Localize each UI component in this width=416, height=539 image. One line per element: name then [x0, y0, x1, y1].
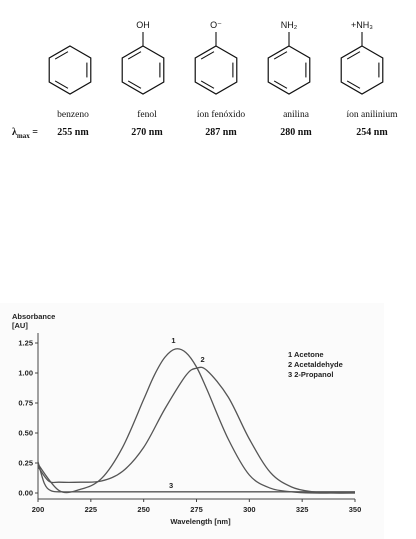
- series-line-2: [38, 367, 355, 493]
- y-axis-label: Absorbance: [12, 312, 56, 321]
- legend-entry: 2 Acetaldehyde: [288, 360, 343, 369]
- molecule-name: íon fenóxido: [196, 110, 246, 120]
- substituent-label: OH: [136, 20, 150, 30]
- substituent-label: NH₂: [280, 20, 298, 30]
- lambda-max-value: 270 nm: [131, 127, 163, 138]
- x-tick-label: 300: [243, 505, 256, 514]
- x-axis-label: Wavelength [nm]: [170, 517, 231, 526]
- absorbance-chart-svg: [0, 303, 384, 539]
- benzene-ring-icon: [40, 18, 100, 100]
- y-tick-label: 1.25: [18, 338, 33, 348]
- molecule-name: anilina: [283, 110, 309, 120]
- y-tick-label: 0.25: [18, 458, 33, 468]
- lambda-max-value: 255 nm: [57, 127, 89, 138]
- molecule-3: [186, 18, 246, 100]
- lambda-max-label: $\lambda_{max}$ =: [12, 127, 38, 140]
- substituent-label: O⁻: [210, 20, 222, 30]
- benzene-ring-icon: [332, 18, 392, 100]
- x-tick-label: 250: [137, 505, 150, 514]
- y-tick-label: 0.00: [18, 488, 33, 498]
- series-number-label: 3: [169, 480, 174, 490]
- series-number-label: 1: [171, 336, 176, 345]
- y-tick-label: 1.00: [18, 368, 33, 378]
- y-axis-unit: [AU]: [12, 321, 28, 330]
- benzene-ring-icon: [259, 18, 319, 100]
- lambda-max-value: 287 nm: [205, 127, 237, 138]
- molecule-1: [40, 18, 100, 100]
- molecule-4: [259, 18, 319, 100]
- x-tick-label: 225: [84, 505, 98, 514]
- x-tick-label: 350: [348, 505, 362, 514]
- legend-entry: 1 Acetone: [288, 350, 324, 359]
- y-tick-label: 0.75: [18, 398, 33, 408]
- series-number-label: 2: [200, 355, 205, 365]
- x-tick-label: 275: [190, 505, 203, 514]
- benzene-ring-icon: [113, 18, 173, 100]
- lambda-max-value: 280 nm: [280, 127, 312, 138]
- x-tick-label: 325: [295, 505, 309, 514]
- molecule-5: [332, 18, 392, 100]
- molecule-name: íon anilinium: [346, 110, 398, 120]
- y-tick-label: 0.50: [18, 428, 33, 438]
- substituent-label: +NH₃: [351, 20, 373, 30]
- molecule-name: fenol: [137, 110, 157, 120]
- legend-entry: 3 2-Propanol: [288, 370, 334, 379]
- molecule-name: benzeno: [57, 110, 89, 120]
- lambda-max-value: 254 nm: [356, 127, 388, 138]
- x-tick-label: 200: [31, 505, 45, 514]
- absorbance-chart: [0, 303, 384, 539]
- molecule-2: [113, 18, 173, 100]
